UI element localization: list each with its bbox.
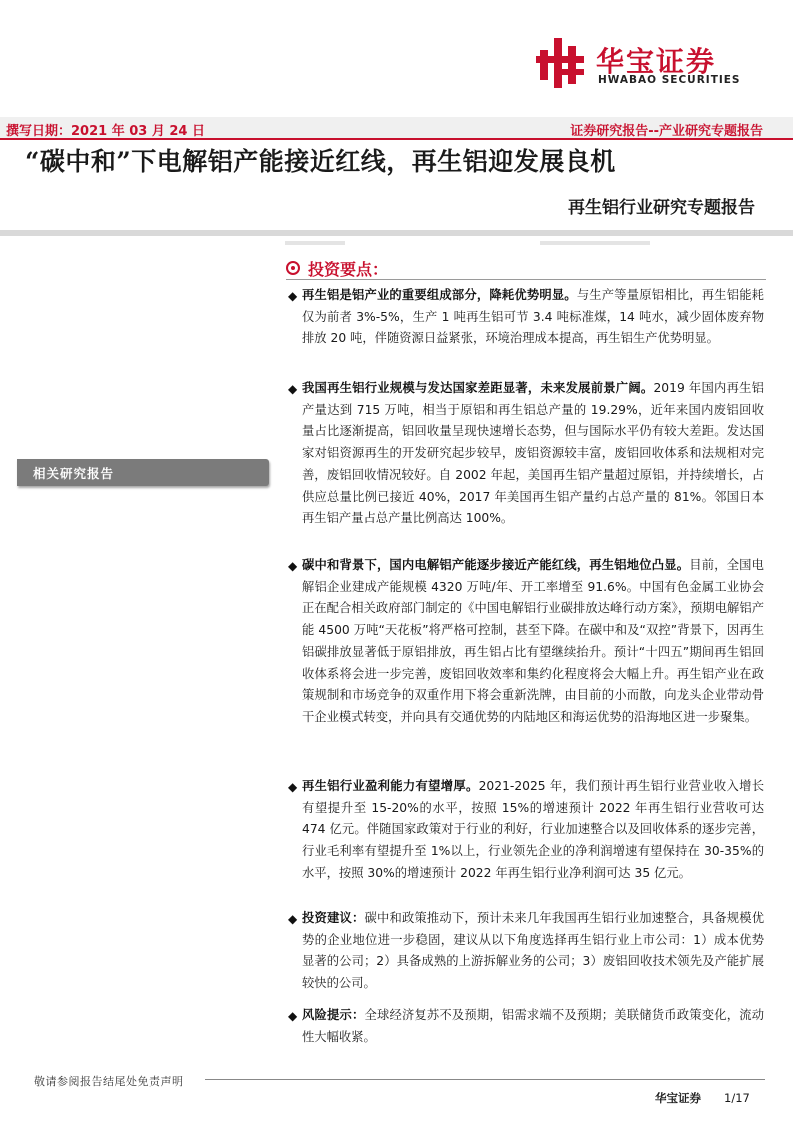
key-point	[302, 1005, 764, 1048]
diamond-bullet-icon: ◆	[288, 382, 298, 396]
key-point-lead: 碳中和背景下，国内电解铝产能逐步接近产能红线，再生铝地位凸显。	[302, 558, 690, 572]
target-circle-icon	[286, 261, 300, 275]
section-rule	[286, 279, 766, 280]
page-number: 1/17	[724, 1091, 750, 1105]
footer-rule	[205, 1079, 765, 1080]
key-point-body: 与生产等量原铝相比，再生铝能耗仅为前者 3%-5%，生产 1 吨再生铝可节 3.4 吨标准煤，14 吨水，减少固体废弃物排放 20 吨，伴随资源日益紧张，环境治理成本提高，再生铝生产优势明显。	[302, 288, 764, 346]
diamond-bullet-icon: ◆	[288, 1009, 298, 1023]
key-point-lead: 再生铝行业盈利能力有望增厚。	[302, 779, 479, 793]
diamond-bullet-icon: ◆	[288, 780, 298, 794]
key-point-body: 全球经济复苏不及预期，铝需求端不及预期；美联储货币政策变化，流动性大幅收紧。	[302, 1008, 764, 1044]
key-point-lead: 我国再生铝行业规模与发达国家差距显著，未来发展前景广阔。	[302, 381, 654, 395]
key-point-body: 碳中和政策推动下，预计未来几年我国再生铝行业加速整合，具备规模优势的企业地位进一步稳固，建议从以下角度选择再生铝行业上市公司：1）成本优势显著的公司；2）具备成熟的上游拆解业务的公司；3）废铝回收技术领先及产能扩展较快的公司。	[302, 911, 764, 991]
section-title: 投资要点：	[308, 260, 389, 279]
related-reports-tab	[17, 459, 269, 486]
key-point-body: 目前，全国电解铝企业建成产能规模 4320 万吨/年、开工率增至 91.6%。中国有色金属工业协会正在配合相关政府部门制定的《中国电解铝行业碳排放达峰行动方案》，预期电解铝产能 4500 万吨“天花板”将严格可控制，甚至下降。在碳中和及“双控”背景下，因再生铝碳排放显著低于原铝排放，再生铝占比有望继续抬升。预计“十四五”期间再生铝回收体系将会进一步完善，废铝回收效率和集约化程度将会大幅上升。再生铝产业在政策规制和市场竞争的双重作用下将会重新洗牌，由目前的小而散，向龙头企业带动骨干企业模式转变，并向具有交通优势的内陆地区和海运优势的沿海地区进一步聚集。	[302, 558, 764, 724]
key-point	[302, 776, 764, 885]
related-reports-label: 相关研究报告	[33, 466, 115, 481]
footer-brand: 华宝证券	[655, 1091, 701, 1105]
faint-mark	[285, 241, 345, 245]
diamond-bullet-icon: ◆	[288, 912, 298, 926]
key-point	[302, 555, 764, 729]
key-point-lead: 风险提示：	[302, 1008, 365, 1022]
faint-mark	[540, 241, 650, 245]
key-point-body: 2021-2025 年，我们预计再生铝行业营业收入增长有望提升至 15-20%的水平，按照 15%的增速预计 2022 年再生铝行业营收可达 474 亿元。伴随国家政策对于行业的利好，行业加速整合以及回收体系的逐步完善，行业毛利率有望提升至 1%以上，行业领先企业的净利润增速有望保持在 30-35%的水平，按照 30%的增速预计 2022 年再生铝行业净利润可达 35 亿元。	[302, 779, 764, 880]
key-point	[302, 908, 764, 995]
report-subtitle: 再生铝行业研究专题报告	[568, 198, 755, 218]
brand-name-en: HWABAO SECURITIES	[598, 74, 741, 86]
diamond-bullet-icon: ◆	[288, 289, 298, 303]
investment-points-heading	[286, 257, 388, 280]
key-point-body: 2019 年国内再生铝产量达到 715 万吨，相当于原铝和再生铝总产量的 19.29%，近年来国内废铝回收量占比逐渐提高，铝回收量呈现快速增长态势，但与国际水平仍有较大差距。发达国家对铝资源再生的开发研究起步较早，废铝资源较丰富，废铝回收体系和法规相对完善，废铝回收情况较好。自 2002 年起，美国再生铝产量超过原铝，并持续增长，占供应总量比例已接近 40%，2017 年美国再生铝产量约占总产量的 81%。邻国日本再生铝产量占总产量比例高达 100%。	[302, 381, 764, 526]
key-point	[302, 285, 764, 350]
diamond-bullet-icon: ◆	[288, 559, 298, 573]
report-date: 撰写日期：2021 年 03 月 24 日	[6, 124, 205, 139]
key-point-lead: 再生铝是铝产业的重要组成部分，降耗优势明显。	[302, 288, 577, 302]
report-type: 证券研究报告--产业研究专题报告	[570, 124, 763, 139]
report-title: “碳中和”下电解铝产能接近红线，再生铝迎发展良机	[25, 147, 616, 176]
footer-disclaimer: 敬请参阅报告结尾处免责声明	[34, 1075, 184, 1088]
subtitle-rule	[0, 230, 793, 236]
brand-logo	[536, 36, 766, 96]
brand-mark-icon	[536, 38, 588, 88]
brand-name-cn: 华宝证券	[596, 45, 717, 78]
key-point-lead: 投资建议：	[302, 911, 365, 925]
key-point	[302, 378, 764, 530]
